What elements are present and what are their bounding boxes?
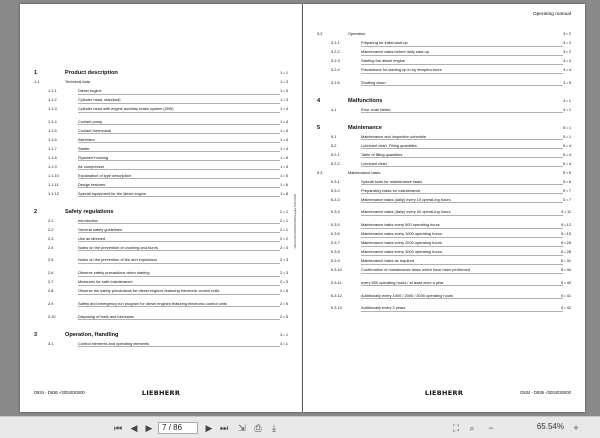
toc-entry-number: 5.3.6 [331, 231, 340, 237]
toc-entry-title: Starter [78, 147, 280, 153]
toc-entry-title: Diesel engine [78, 89, 280, 95]
toc-entry-number: 2 [34, 208, 38, 215]
right-page [303, 4, 585, 412]
toc-entry-number: 2.3 [48, 235, 54, 241]
toc-entry-title: Additionally every 1000 / 2000 / 3000 operating hours [361, 294, 563, 300]
toc-entry-title: Coolant thermostat [78, 129, 280, 135]
toc-entry-page: 1 • 5 [280, 172, 288, 178]
toc-entry-title: Safety and emergency run program for diesel engines featuring electronic control units [78, 302, 280, 308]
toc-entry-page: 1 • 4 [280, 136, 288, 142]
toc-entry-page: 5 • 4 [563, 151, 571, 157]
toc-entry-title: Coolant pump [78, 120, 280, 126]
toc-entry-number: 2.10 [48, 313, 56, 319]
toc-entry-page: 2 • 1 [280, 226, 288, 232]
zoom-level: 65.54% [536, 422, 564, 431]
toc-entry-title: Observe the safety precautions for diesel engines featuring electronic control units [78, 289, 280, 295]
toc-entry-title: Malfunctions [348, 97, 383, 104]
toc-entry-page: 1 • 5 [280, 154, 288, 160]
page-total: / 86 [168, 423, 183, 432]
toc-entry-title: Use as directed [78, 237, 280, 243]
toc-entry-number: 1.1.10 [48, 172, 59, 178]
toc-entry-page: 2 • 1 [280, 217, 288, 223]
toc-entry-title: Maintenance tasks [348, 169, 381, 175]
toc-entry-title: Preparatory tasks for maintenance [361, 189, 563, 195]
toc-entry-number: 3 [34, 331, 38, 338]
toc-entry-number: 3.2.2 [331, 49, 340, 54]
toc-entry-number: 5.3.4 [331, 209, 340, 215]
toc-entry-number: 2.7 [48, 279, 54, 285]
toc-entry-number: 5.3.12 [331, 292, 342, 298]
toc-entry-number: 5.3 [317, 169, 323, 175]
toc-entry-title: Special tools for maintenance tasks [361, 180, 563, 186]
toc-entry-page: 1 • 3 [280, 88, 288, 93]
toc-entry-page: 2 • 3 [280, 279, 288, 285]
toc-entry-page: 5 • 1 [563, 133, 571, 139]
toc-entry-page: 1 • 8 [280, 190, 288, 196]
toc-entry-number: 5.2.1 [331, 151, 340, 157]
toc-entry-number: 1.1.2 [48, 97, 57, 102]
toc-entry-page: 2 • 5 [280, 300, 288, 306]
liebherr-logo: LIEBHERR [141, 389, 181, 397]
toc-entry-title: Explanation of type description [78, 174, 280, 180]
toc-entry-page: 5 • 40 [560, 267, 571, 273]
toc-entry-number: 1.1.3 [48, 106, 57, 111]
toc-entry-number: 3.2.5 [331, 79, 340, 85]
toc-entry-title: Maintenance tasks (daily) every 50 operat-ing hours [361, 210, 563, 216]
toc-entry-number: 1 [34, 70, 38, 76]
viewer-toolbar [0, 416, 600, 438]
page-number-input[interactable] [158, 422, 198, 434]
toc-entry-number: 4 [317, 97, 321, 104]
toc-entry-page: 3 • 1 [280, 340, 288, 346]
toc-entry-title: Technical data [65, 79, 90, 84]
toc-entry-title: every 500 operating hours / at least once a year [361, 281, 563, 287]
toc-entry-page: 2 • 2 [280, 235, 288, 241]
toc-entry-page: 3 • 4 [563, 67, 571, 72]
toc-entry-number: 5.3.3 [331, 196, 340, 202]
toc-entry-page: 3 • 1 [280, 331, 288, 337]
toc-entry-page: 5 • 7 [563, 187, 571, 193]
toc-entry-number: 2.6 [48, 270, 54, 276]
toc-entry-page: 5 • 15 [560, 231, 571, 237]
side-document-code: LWE/en/MON/D934/D936/Ausgabe 2020/12/08 [294, 194, 297, 249]
toc-entry-page: 5 • 41 [560, 292, 571, 298]
toc-entry-page: 2 • 3 [280, 270, 288, 276]
next-page-icon[interactable]: ▶ [145, 423, 153, 433]
toc-entry-title: Cylinder head with engine auxiliary brake system (ZBS) [78, 107, 280, 113]
toc-entry-page: 5 • 6 [563, 178, 571, 184]
toc-entry-title: Precautions for starting up in icy tempera-tures [361, 68, 563, 74]
toc-entry-number: 5.3.1 [331, 178, 340, 184]
page-number-value: 7 [162, 423, 167, 432]
toc-entry-number: 1.1.7 [48, 145, 57, 151]
toc-entry-number: 5.3.7 [331, 240, 340, 246]
toc-entry-title: Introduction [78, 219, 280, 225]
toc-entry-number: 5.3.10 [331, 267, 342, 273]
toc-entry-title: Error code tables [361, 108, 563, 114]
first-page-icon[interactable]: ⏮ [113, 423, 123, 433]
toc-entry-title: Operation [348, 31, 366, 36]
toc-entry-title: Observe safety precautions when starting [78, 271, 280, 277]
toc-entry-number: 1.1.6 [48, 136, 57, 142]
toc-entry-number: 1.1.4 [48, 118, 57, 124]
toc-entry-page: 1 • 4 [280, 118, 288, 124]
next-page-icon[interactable]: ▶ [205, 423, 213, 433]
last-page-icon[interactable]: ⏭ [219, 423, 229, 433]
toc-entry-number: 5.2.2 [331, 160, 340, 166]
toc-entry-title: Maintenance tasks as required [361, 259, 563, 265]
toc-entry-page: 5 • 31 [560, 258, 571, 264]
toc-entry-title: Additionally every 2 years [361, 306, 563, 312]
toc-entry-number: 5 [317, 124, 321, 131]
toc-entry-title: Maintenance tasks every 1000 operating hours [361, 232, 563, 238]
download-icon[interactable]: ⤓ [272, 423, 276, 433]
toc-entry-page: 1 • 4 [280, 127, 288, 133]
liebherr-logo: LIEBHERR [424, 389, 464, 397]
toc-entry-page: 2 • 3 [280, 257, 288, 263]
toc-entry-number: 2.2 [48, 226, 54, 232]
toc-entry-title: Flywheel housing [78, 156, 280, 162]
toc-entry-title: Operation, Handling [65, 331, 119, 338]
toc-entry-number: 1.1.12 [48, 190, 59, 196]
toc-entry-title: Disposing of fuels and lubricants [78, 315, 280, 321]
toc-entry-page: 1 • 1 [280, 70, 288, 75]
left-page [20, 4, 302, 412]
toc-entry-page: 1 • 6 [280, 181, 288, 187]
toc-entry-page: 5 • 26 [560, 240, 571, 246]
toc-entry-title: Safety regulations [65, 208, 114, 215]
toc-entry-number: 3.2 [317, 31, 323, 36]
toc-entry-page: 5 • 7 [563, 196, 571, 202]
toc-entry-number: 2.4 [48, 244, 54, 250]
toc-entry-title: Lubricant chart [361, 162, 563, 168]
toc-entry-number: 3.2.3 [331, 58, 340, 63]
toc-entry-number: 5.2 [331, 142, 337, 148]
toc-entry-title: Special equipment for the diesel engine [78, 192, 280, 198]
toc-entry-number: 3.2.1 [331, 40, 340, 45]
document-number: D934 - D936 -/2004030000 [34, 390, 85, 395]
toc-entry-number: 1.1.1 [48, 88, 57, 93]
toc-entry-title: Table of filling quantities [361, 153, 563, 159]
toc-entry-title: Preparing for initial start-up [361, 41, 563, 47]
fullscreen-icon[interactable]: ⛶ [452, 423, 460, 433]
toc-entry-page: 5 • 1 [563, 124, 571, 130]
toc-entry-page: 5 • 40 [560, 279, 571, 285]
toc-entry-number: 1.1.11 [48, 181, 59, 187]
toc-entry-title: Control elements and operating elements [78, 342, 280, 348]
toc-entry-number: 3.2.4 [331, 67, 340, 72]
toc-entry-title: Starting the diesel engine [361, 59, 563, 65]
toc-entry-number: 5.3.2 [331, 187, 340, 193]
toc-entry-page: 1 • 4 [280, 106, 288, 111]
toc-entry-number: 5.1 [331, 133, 337, 139]
toc-entry-page: 1 • 3 [280, 79, 288, 84]
toc-entry-page: 5 • 12 [560, 222, 571, 228]
toc-entry-title: Notes on the prevention of fire and explosions [78, 258, 280, 264]
toc-entry-number: 2.9 [48, 300, 54, 306]
previous-page-icon[interactable]: ◀ [130, 423, 138, 433]
toc-entry-page: 1 • 5 [280, 163, 288, 169]
toc-entry-page: 5 • 6 [563, 169, 571, 175]
toc-entry-title: Maintenance tasks every 3000 operating hours [361, 250, 563, 256]
toc-entry-number: 5.3.9 [331, 258, 340, 264]
toc-entry-title: Maintenance and inspection schedule [361, 135, 563, 141]
toc-entry-title: General safety guidelines [78, 228, 280, 234]
toc-entry-page: 5 • 11 [561, 209, 571, 215]
toc-entry-page: 3 • 2 [563, 49, 571, 54]
document-number: D934 - D936 -/2004030000 [520, 390, 571, 395]
toc-entry-number: 3.1 [48, 340, 54, 346]
toc-entry-title: Alternator [78, 138, 280, 144]
toc-entry-title: Design features [78, 183, 280, 189]
toc-entry-title: Maintenance [348, 124, 382, 131]
toc-entry-page: 1 • 3 [280, 97, 288, 102]
toc-entry-number: 2.1 [48, 217, 54, 223]
toc-entry-page: 5 • 4 [563, 160, 571, 166]
zoom-out-icon[interactable]: − [488, 423, 494, 433]
zoom-in-icon[interactable]: + [573, 423, 579, 433]
toc-entry-page: 3 • 2 [563, 31, 571, 36]
toc-entry-number: 1.1 [34, 79, 40, 84]
toc-entry-title: Maintenance tasks every 500 operating hours [361, 223, 563, 229]
toc-entry-title: Confirmation of maintenance tasks which have been performed [361, 268, 563, 274]
toc-entry-number: 4.1 [331, 106, 337, 112]
toc-entry-title: Shutting down [361, 81, 563, 87]
toc-entry-number: 5.3.5 [331, 222, 340, 228]
toc-entry-page: 2 • 3 [280, 244, 288, 250]
toc-entry-number: 1.1.5 [48, 127, 57, 133]
toc-entry-title: Notes on the prevention of crushing and burns [78, 246, 280, 252]
toc-entry-page: 5 • 42 [560, 305, 571, 311]
toc-entry-number: 2.5 [48, 257, 54, 263]
toc-entry-page: 3 • 3 [563, 58, 571, 63]
toc-entry-title: Product description [65, 70, 118, 76]
toc-entry-title: Maintenance tasks before daily start-up [361, 50, 563, 56]
toc-entry-number: 5.3.13 [331, 305, 342, 311]
toc-entry-page: 1 • 4 [280, 145, 288, 151]
toc-entry-page: 5 • 28 [560, 249, 571, 255]
toc-entry-page: 2 • 5 [280, 288, 288, 294]
toc-entry-page: 4 • 1 [563, 106, 571, 112]
toc-entry-title: Air compressor [78, 165, 280, 171]
toc-entry-number: 1.1.8 [48, 154, 57, 160]
toc-entry-page: 3 • 2 [563, 40, 571, 45]
toc-entry-title: Maintenance tasks every 2000 operating hours [361, 241, 563, 247]
search-icon[interactable]: ⌕ [469, 423, 475, 433]
toc-entry-page: 4 • 1 [563, 97, 571, 103]
toc-entry-number: 1.1.9 [48, 163, 57, 169]
toc-entry-title: Maintenance tasks (daily) every 10 operat-ing hours [361, 198, 563, 204]
toc-entry-page: 2 • 5 [280, 313, 288, 319]
page-header: Operating manual [532, 12, 571, 17]
print-icon[interactable]: ⎙ [254, 423, 262, 433]
toc-entry-title: Measures for safe maintenance [78, 280, 280, 286]
toc-entry-title: Lubricant chart, Filling quantities [361, 144, 563, 150]
fit-page-icon[interactable]: ⇲ [238, 423, 246, 433]
toc-entry-page: 2 • 1 [280, 208, 288, 214]
toc-entry-number: 5.3.8 [331, 249, 340, 255]
toc-entry-number: 5.3.11 [331, 279, 342, 285]
toc-entry-page: 5 • 4 [563, 142, 571, 148]
toc-entry-title: Cylinder head, standard) [78, 98, 280, 104]
toc-entry-page: 3 • 5 [563, 79, 571, 85]
toc-entry-number: 2.8 [48, 288, 54, 294]
